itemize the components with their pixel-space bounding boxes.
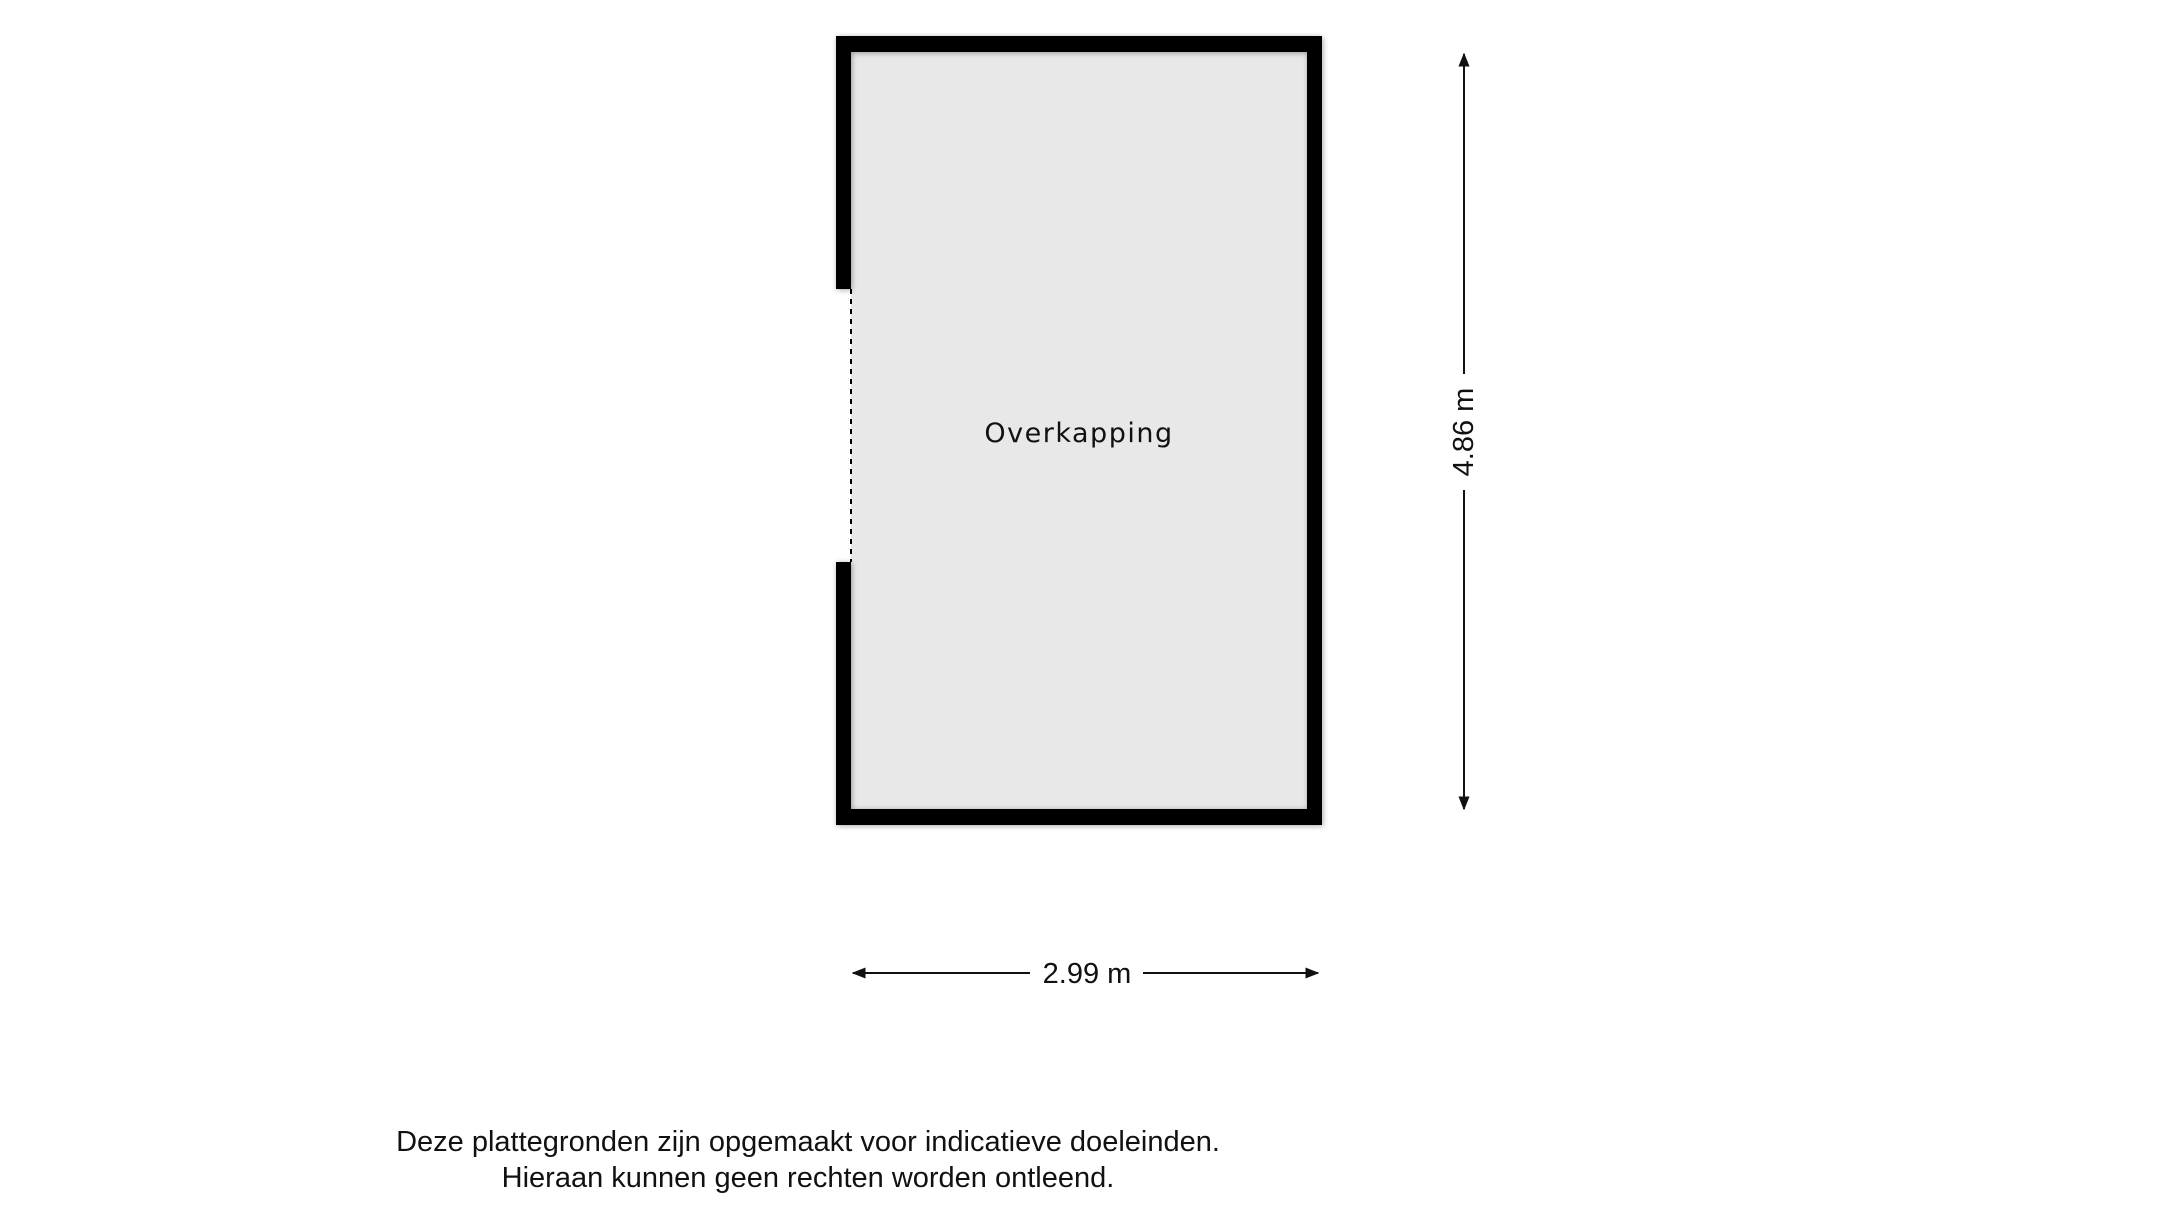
wall-left-lower [836,562,851,825]
wall-bottom [836,809,1322,825]
disclaimer-line-1: Deze plattegronden zijn opgemaakt voor indicatieve doeleinden. [396,1126,1220,1158]
depth-dimension-label: 4.86 m [1448,387,1480,477]
wall-top [836,36,1322,52]
disclaimer-line-2: Hieraan kunnen geen rechten worden ontleend. [501,1162,1115,1194]
room-label: Overkapping [984,418,1174,449]
wall-right [1307,36,1322,825]
disclaimer [0,1124,1616,1196]
wall-left-upper [836,36,851,289]
width-dimension [853,958,1318,990]
width-dimension-label: 2.99 m [1042,958,1132,990]
depth-dimension [1448,54,1480,809]
